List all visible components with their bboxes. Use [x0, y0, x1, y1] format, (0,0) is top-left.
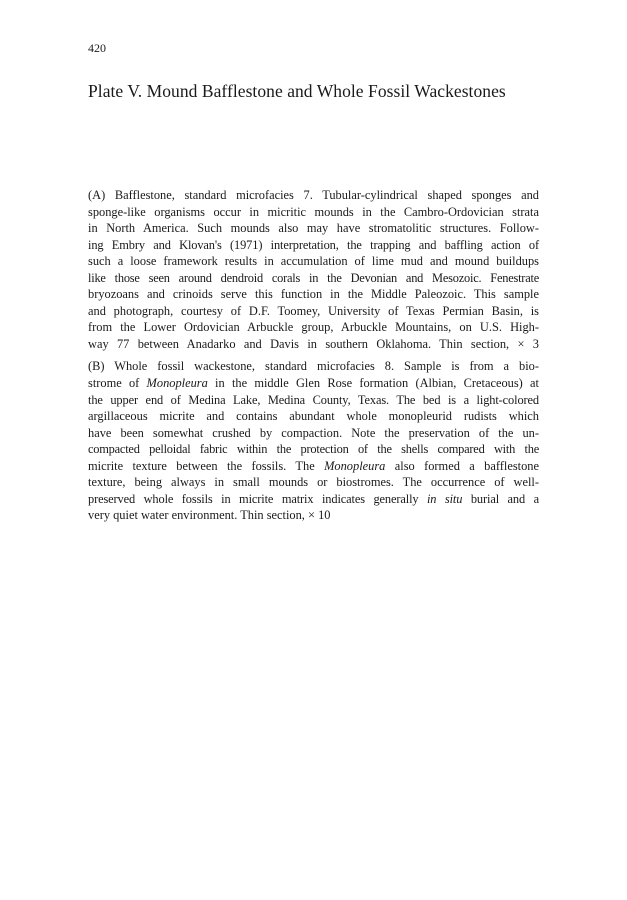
latin-phrase: in situ [426, 491, 463, 506]
caption-b-line: (B) Whole fossil wackestone, standard microfacies 8. Sample is from a bio- [88, 359, 539, 374]
caption-a-line: sponge-like organisms occur in micritic mounds in the Cambro-Ordovician strata [88, 204, 539, 219]
page-number: 420 [88, 41, 106, 55]
caption-b-line: argillaceous micrite and contains abundant whole monopleurid rudists which [88, 409, 539, 424]
caption-a-line: (A) Bafflestone, standard microfacies 7. Tubular-cylindrical shaped sponges and [88, 188, 539, 202]
caption-a-line: in North America. Such mounds also may have stromatolitic structures. Follow- [88, 221, 539, 236]
caption-b-line: very quiet water environment. Thin section, × 10 [88, 508, 331, 523]
caption-b-line [88, 491, 539, 508]
caption-a-line: way 77 between Anadarko and Davis in southern Oklahoma. Thin section, × 3 [88, 336, 539, 351]
caption-b-text: burial and a [462, 491, 539, 506]
caption-b [88, 358, 539, 523]
caption-b-line: texture, being always in small mounds or biostromes. The occurrence of well- [88, 475, 539, 490]
caption-a-line: ing Embry and Klovan's (1971) interpretation, the trapping and baffling action of [88, 237, 539, 252]
genus-name: Monopleura [146, 376, 208, 391]
caption-b-text: in the middle Glen Rose formation (Albian, Cretaceous) at [207, 376, 539, 391]
caption-a [88, 187, 539, 352]
genus-name: Monopleura [324, 458, 386, 473]
caption-b-text: micrite texture between the fossils. The [88, 458, 325, 473]
plate-title: Plate V. Mound Bafflestone and Whole Fossil Wackestones [88, 81, 506, 101]
caption-b-text: also formed a bafflestone [385, 458, 539, 473]
caption-b-text: preserved whole fossils in micrite matrix indicates generally [88, 491, 427, 506]
caption-b-line: compacted pelloidal fabric within the protection of the shells compared with the [88, 442, 539, 457]
caption-a-line: such a loose framework results in accumulation of lime mud and mound buildups [88, 254, 539, 269]
caption-a-line: like those seen around dendroid corals in the Devonian and Mesozoic. Fenestrate [88, 270, 539, 285]
caption-b-line [88, 375, 539, 392]
caption-a-line: bryozoans and crinoids serve this function in the Middle Paleozoic. This sample [88, 287, 539, 302]
caption-b-line [88, 458, 539, 475]
caption-a-line: and photograph, courtesy of D.F. Toomey, University of Texas Permian Basin, is [88, 303, 539, 318]
captions [88, 187, 539, 524]
caption-b-text: strome of [88, 376, 147, 391]
caption-b-line: have been somewhat crushed by compaction. Note the preservation of the un- [88, 425, 539, 440]
caption-a-line: from the Lower Ordovician Arbuckle group, Arbuckle Mountains, on U.S. High- [88, 320, 539, 335]
caption-b-line: the upper end of Medina Lake, Medina County, Texas. The bed is a light-colored [88, 392, 539, 407]
